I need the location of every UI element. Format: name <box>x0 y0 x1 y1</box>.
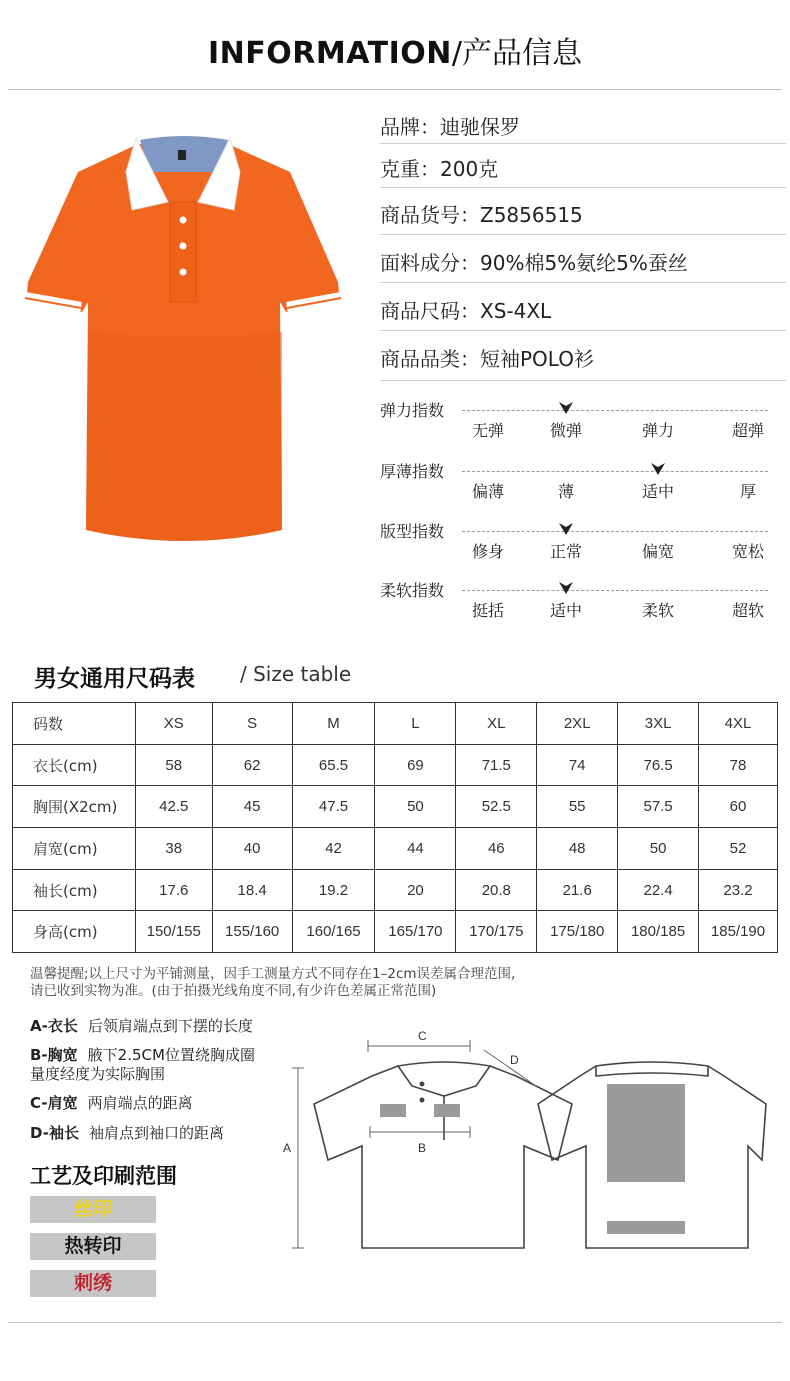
row-label: 袖长(cm) <box>13 869 136 911</box>
table-cell: 44 <box>375 828 456 870</box>
info-divider <box>380 330 786 331</box>
size-table <box>12 702 778 953</box>
label-c: C <box>418 1029 427 1043</box>
table-cell: 165/170 <box>375 911 456 953</box>
page-title <box>0 28 790 72</box>
table-cell: 65.5 <box>292 744 375 786</box>
table-cell: 71.5 <box>456 744 537 786</box>
craft-heat-transfer: 热转印 <box>30 1233 156 1260</box>
table-cell: L <box>375 703 456 745</box>
row-label: 身高(cm) <box>13 911 136 953</box>
index-option: 超软 <box>731 601 764 620</box>
info-size-range: 商品尺码：XS-4XL <box>380 299 552 323</box>
table-cell: 20 <box>375 869 456 911</box>
index-pointer-icon <box>558 401 574 415</box>
table-cell: 2XL <box>537 703 618 745</box>
table-cell: 60 <box>699 786 778 828</box>
index-option: 柔软 <box>641 601 674 620</box>
legend-desc: 量度经度为实际胸围 <box>30 1065 166 1083</box>
label-a: A <box>283 1141 292 1155</box>
table-cell: 52 <box>699 828 778 870</box>
table-header-row <box>13 703 778 745</box>
row-label: 胸围(X2cm) <box>13 786 136 828</box>
table-cell: 42.5 <box>135 786 212 828</box>
table-cell: 20.8 <box>456 869 537 911</box>
index-option: 超弹 <box>731 421 764 440</box>
legend-key: D-袖长 <box>30 1124 79 1142</box>
label-b: B <box>418 1141 427 1155</box>
table-cell: 62 <box>212 744 292 786</box>
table-cell: 52.5 <box>456 786 537 828</box>
index-track <box>462 410 768 411</box>
table-cell: 17.6 <box>135 869 212 911</box>
info-divider <box>380 282 786 283</box>
table-cell: 22.4 <box>618 869 699 911</box>
index-pointer-icon <box>558 522 574 536</box>
table-row <box>13 744 778 786</box>
index-track <box>462 531 768 532</box>
row-label: 衣长(cm) <box>13 744 136 786</box>
table-cell: 47.5 <box>292 786 375 828</box>
info-item-no: 商品货号：Z5856515 <box>380 203 583 227</box>
info-brand: 品牌：迪驰保罗 <box>380 115 520 139</box>
index-label: 厚薄指数 <box>380 462 445 481</box>
table-row <box>13 869 778 911</box>
legend-desc: 腋下2.5CM位置绕胸成圈 <box>87 1046 255 1064</box>
legend-desc: 后领肩端点到下摆的长度 <box>87 1017 253 1035</box>
table-cell: 50 <box>375 786 456 828</box>
table-cell: 160/165 <box>292 911 375 953</box>
table-cell: 170/175 <box>456 911 537 953</box>
info-divider <box>380 143 786 144</box>
legend-key: B-胸宽 <box>30 1046 78 1064</box>
table-cell: 19.2 <box>292 869 375 911</box>
row-label: 肩宽(cm) <box>13 828 136 870</box>
table-cell: 4XL <box>699 703 778 745</box>
table-cell: XS <box>135 703 212 745</box>
index-option: 厚 <box>739 482 756 501</box>
index-option: 薄 <box>557 482 574 501</box>
table-cell: 175/180 <box>537 911 618 953</box>
table-cell: XL <box>456 703 537 745</box>
table-cell: 69 <box>375 744 456 786</box>
table-cell: 42 <box>292 828 375 870</box>
table-cell: 45 <box>212 786 292 828</box>
measurement-diagram <box>280 1020 770 1260</box>
table-cell: 40 <box>212 828 292 870</box>
index-track <box>462 590 768 591</box>
table-cell: 48 <box>537 828 618 870</box>
table-cell: 50 <box>618 828 699 870</box>
title-en: INFORMATION <box>208 36 452 71</box>
table-cell: 74 <box>537 744 618 786</box>
table-cell: 150/155 <box>135 911 212 953</box>
legend-b-cont <box>30 1063 165 1084</box>
legend-key: A-衣长 <box>30 1017 78 1035</box>
index-label: 柔软指数 <box>380 581 445 600</box>
table-cell: 78 <box>699 744 778 786</box>
note-line-2: 请已收到实物为准。(由于拍摄光线角度不同,有少许色差属正常范围) <box>30 983 437 999</box>
index-option: 修身 <box>471 542 504 561</box>
legend-key: C-肩宽 <box>30 1094 78 1112</box>
index-option: 适中 <box>641 482 674 501</box>
index-pointer-icon <box>650 462 666 476</box>
info-fabric: 面料成分：90%棉5%氨纶5%蚕丝 <box>380 251 688 275</box>
info-weight: 克重：200克 <box>380 157 499 181</box>
index-option: 挺括 <box>471 601 504 620</box>
craft-embroidery: 刺绣 <box>30 1270 156 1297</box>
table-row <box>13 786 778 828</box>
table-cell: 21.6 <box>537 869 618 911</box>
index-pointer-icon <box>558 581 574 595</box>
table-cell: M <box>292 703 375 745</box>
title-cn: /产品信息 <box>451 36 582 71</box>
table-cell: 46 <box>456 828 537 870</box>
index-option: 偏宽 <box>641 542 674 561</box>
index-label: 版型指数 <box>380 522 445 541</box>
note-line-1: 温馨提醒;以上尺寸为平铺测量，因手工测量方式不同存在1–2cm误差属合理范围, <box>30 966 516 982</box>
header-divider <box>8 89 782 90</box>
index-option: 偏薄 <box>471 482 504 501</box>
table-cell: 76.5 <box>618 744 699 786</box>
legend-a <box>30 1015 253 1036</box>
info-divider <box>380 380 786 381</box>
index-option: 适中 <box>549 601 582 620</box>
info-divider <box>380 187 786 188</box>
index-option: 微弹 <box>549 421 582 440</box>
legend-d <box>30 1122 224 1143</box>
table-cell: 155/160 <box>212 911 292 953</box>
label-d: D <box>510 1053 519 1067</box>
row-label: 码数 <box>13 703 136 745</box>
index-option: 无弹 <box>471 421 504 440</box>
table-cell: 3XL <box>618 703 699 745</box>
craft-title: 工艺及印刷范围 <box>30 1164 177 1188</box>
table-cell: 58 <box>135 744 212 786</box>
table-cell: 38 <box>135 828 212 870</box>
table-row <box>13 911 778 953</box>
footer-divider <box>8 1322 782 1323</box>
table-cell: S <box>212 703 292 745</box>
table-cell: 18.4 <box>212 869 292 911</box>
info-category: 商品品类：短袖POLO衫 <box>380 347 594 371</box>
legend-desc: 两肩端点的距离 <box>87 1094 193 1112</box>
index-option: 正常 <box>549 542 582 561</box>
legend-desc: 袖肩点到袖口的距离 <box>88 1124 224 1142</box>
legend-b <box>30 1044 255 1065</box>
table-cell: 185/190 <box>699 911 778 953</box>
table-cell: 23.2 <box>699 869 778 911</box>
index-track <box>462 471 768 472</box>
info-divider <box>380 234 786 235</box>
product-shirt-image <box>18 132 348 552</box>
table-cell: 55 <box>537 786 618 828</box>
index-label: 弹力指数 <box>380 401 445 420</box>
size-table-subtitle: / Size table <box>240 662 352 686</box>
index-option: 宽松 <box>731 542 764 561</box>
index-option: 弹力 <box>641 421 674 440</box>
size-table-title: 男女通用尺码表 <box>34 666 195 692</box>
table-cell: 180/185 <box>618 911 699 953</box>
table-cell: 57.5 <box>618 786 699 828</box>
craft-silkscreen: 丝印 <box>30 1196 156 1223</box>
table-row <box>13 828 778 870</box>
legend-c <box>30 1092 193 1113</box>
